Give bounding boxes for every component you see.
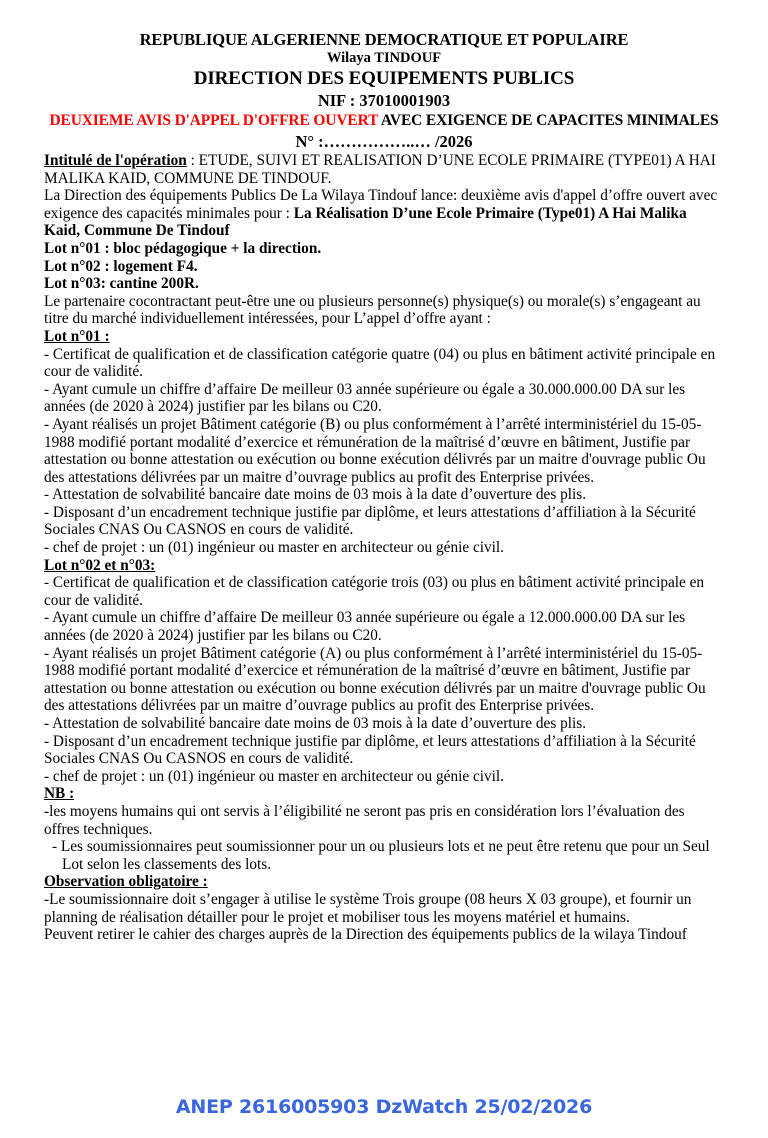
nb-heading-text: NB : [44, 785, 75, 803]
lot-01-requirement-item: - Disposant d’un encadrement technique justifie par diplôme, et leurs attestations d’affiliation à la Sécurité Sociales CNAS Ou CASNOS en cours de validité. [44, 503, 696, 539]
tender-reference-number: N° :……………..… /2026 [295, 132, 473, 151]
lot-01-heading-text: Lot n°01 : [44, 327, 110, 345]
lot-0203-requirement-item: - Ayant réalisés un projet Bâtiment catégorie (A) ou plus conformément à l’arrêté interministériel du 15-05-1988 modifié portant modalité d’exercice et rémunération de la maîtrisé d’œuvre en bâtiment, Justifie par attestation ou bonne attestation ou exécution ou bonne exécution délivrés par un maitre d'ouvrage public Ou des attestations délivrées par un maitre d’ouvrage publics au profit des Enterprise privées. [44, 644, 706, 715]
lot-01-title: Lot n°01 : bloc pédagogique + la direction. [44, 239, 322, 257]
observation-heading-text: Observation obligatoire : [44, 873, 208, 891]
lot-0203-requirement-item: - Attestation de solvabilité bancaire date moins de 03 mois à la date d’ouverture des plis. [44, 715, 587, 732]
document-header [0, 0, 768, 152]
lot-01-requirement-item: - chef de projet : un (01) ingénieur ou master en architecteur ou génie civil. [44, 539, 504, 557]
lot-01-requirement-item: - Attestation de solvabilité bancaire date moins de 03 mois à la date d’ouverture des plis. [44, 486, 587, 504]
tender-requirement-text: AVEC EXIGENCE DE CAPACITES MINIMALES [377, 112, 719, 129]
operation-title-paragraph [44, 152, 722, 187]
directorate-title: DIRECTION DES EQUIPEMENTS PUBLICS [193, 68, 575, 89]
nb-item: -les moyens humains qui ont servis à l’éligibilité ne seront pas pris en considération lors l’évaluation des offres techniques. [44, 802, 685, 838]
document-body [44, 152, 722, 944]
lot-0203-requirement-item: - Certificat de qualification et de classification catégorie trois (03) ou plus en bâtiment activité principale en cour de validité. [44, 574, 705, 609]
nb-heading [44, 785, 722, 803]
intro-text: La Direction des équipements Publics De La Wilaya Tindouf lance: deuxième avis d'appel d’offre ouvert avec exigence des capacités minimales pour : [44, 187, 718, 222]
observation-item: Peuvent retirer le cahier des charges auprès de la Direction des équipements publics de la wilaya Tindouf [44, 926, 687, 944]
lot-0203-requirement-item: - chef de projet : un (01) ingénieur ou master en architecteur ou génie civil. [44, 767, 504, 785]
operation-label: Intitulé de l'opération [44, 152, 187, 169]
tender-type-highlight: DEUXIEME AVIS D'APPEL D'OFFRE OUVERT [49, 112, 378, 129]
nb-item: - Les soumissionnaires peut soumissionner pour un ou plusieurs lots et ne peut être retenu que pour un Seul Lot selon les classements des lots. [52, 838, 710, 873]
operation-description: : ETUDE, SUIVI ET REALISATION D’UNE ECOLE PRIMAIRE (TYPE01) A HAI MALIKA KAID, COMMUNE DE TINDOUF. [44, 152, 716, 187]
observation-item: -Le soumissionnaire doit s’engager à utilise le système Trois groupe (08 heurs X 03 groupe), et fournir un planning de réalisation détailler pour le projet et mobiliser tous les moyens matériel et humains. [44, 890, 692, 926]
lot-0203-heading-text: Lot n°02 et n°03: [44, 556, 156, 574]
tender-announcement-title [0, 111, 768, 131]
observation-heading [44, 873, 722, 891]
lot-0203-requirement-item: - Ayant cumule un chiffre d’affaire De meilleur 03 année supérieure ou égale a 12.000.000.00 DA sur les années (de 2020 à 2024) justifier par les bilans ou C20. [44, 609, 686, 645]
lot-01-requirements-heading [44, 328, 722, 346]
lot-01-requirement-item: - Ayant réalisés un projet Bâtiment catégorie (B) ou plus conformément à l’arrêté interministériel du 15-05-1988 modifié portant modalité d’exercice et rémunération de la maîtrisé d’œuvre en bâtiment, Justifie par attestation ou bonne attestation ou exécution ou bonne exécution délivrés par un maitre d'ouvrage public Ou des attestations délivrées par un maitre d’ouvrage publics au profit des Enterprise privées. [44, 415, 706, 486]
wilaya-subtitle: Wilaya TINDOUF [326, 50, 442, 66]
lot-0203-requirements-heading [44, 557, 722, 575]
lot-03-title: Lot n°03: cantine 200R. [44, 275, 199, 293]
lot-01-requirement-item: - Certificat de qualification et de classification catégorie quatre (04) ou plus en bâtiment activité principale en cour de validité. [44, 345, 716, 381]
anep-reference: ANEP 2616005903 DzWatch 25/02/2026 [175, 1096, 593, 1118]
document-footer [0, 1096, 768, 1118]
nif-number: NIF : 37010001903 [317, 91, 451, 110]
republic-title: REPUBLIQUE ALGERIENNE DEMOCRATIQUE ET POPULAIRE [139, 30, 629, 49]
lot-02-title: Lot n°02 : logement F4. [44, 257, 198, 275]
partner-paragraph: Le partenaire cocontractant peut-être une ou plusieurs personne(s) physique(s) ou morale(s) s’engageant au titre du marché individuellement intéressées, pour L’appel d’offre ayant : [44, 292, 701, 328]
lot-0203-requirement-item: - Disposant d’un encadrement technique justifie par diplôme, et leurs attestations d’affiliation à la Sécurité Sociales CNAS Ou CASNOS en cours de validité. [44, 732, 696, 768]
project-name: La Réalisation D’une Ecole Primaire (Type01) A Hai Malika Kaid, Commune De Tindouf [44, 204, 687, 240]
intro-paragraph [44, 187, 722, 240]
lot-01-requirement-item: - Ayant cumule un chiffre d’affaire De meilleur 03 année supérieure ou égale a 30.000.000.00 DA sur les années (de 2020 à 2024) justifier par les bilans ou C20. [44, 380, 686, 416]
